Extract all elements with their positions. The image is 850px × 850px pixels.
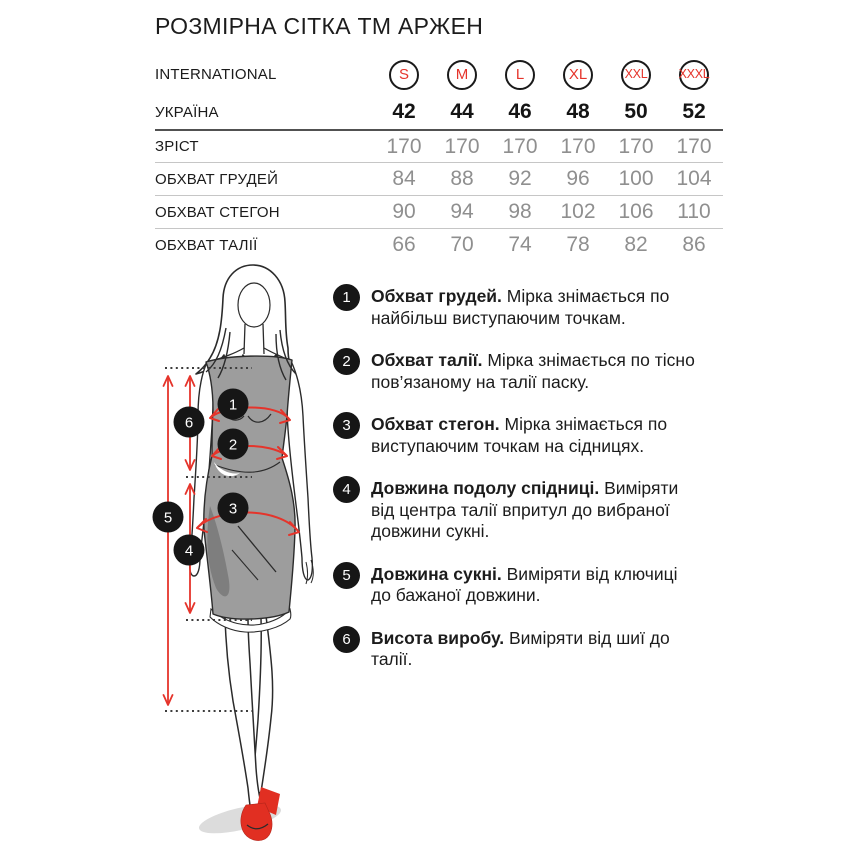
waist-value: 74: [508, 233, 532, 256]
waist-value: 70: [450, 233, 474, 256]
legend-text: [371, 628, 701, 671]
legend-term: Висота виробу.: [371, 627, 505, 648]
legend-item-2: [333, 350, 733, 393]
legend-text: [371, 414, 701, 457]
legend-text: [371, 564, 701, 607]
legend-item-6: [333, 628, 733, 671]
chest-value: 92: [508, 167, 532, 190]
chest-value: 96: [566, 167, 590, 190]
table-row-hips: [155, 195, 723, 228]
front-shoe: [241, 803, 272, 841]
hips-value: 98: [508, 200, 532, 223]
waist-value: 82: [624, 233, 648, 256]
row-label-hips: ОБХВАТ СТЕГОН: [155, 203, 280, 221]
legend-desc: Виміряти від центра талії впритул до вибраної довжини сукні.: [371, 478, 679, 541]
legend-term: Довжина подолу спідниці.: [371, 478, 600, 498]
waist-value: 78: [566, 233, 590, 256]
legend-desc: Виміряти від шиї до талії.: [371, 627, 670, 669]
measurement-figure: [140, 258, 340, 850]
table-row-chest: [155, 162, 723, 195]
legend-desc: Мірка знімається по виступаючим точкам на сідницях.: [371, 414, 668, 456]
legend-item-5: [333, 564, 733, 607]
face: [238, 283, 270, 327]
chest-value: 100: [618, 167, 654, 190]
legend-text: [371, 286, 701, 329]
row-label-waist: ОБХВАТ ТАЛІЇ: [155, 236, 258, 254]
waist-value: 66: [392, 233, 416, 256]
marker-1-label: 1: [228, 396, 238, 414]
marker-2-label: 2: [228, 436, 238, 454]
row-label-international: INTERNATIONAL: [155, 66, 277, 83]
size-badge-xl: XL: [563, 60, 593, 90]
size-badge-xxl: XXL: [621, 60, 651, 90]
legend-desc: Мірка знімається по найбільш виступаючим точкам.: [371, 286, 670, 328]
row-label-height: ЗРІСТ: [155, 138, 199, 155]
legend-text: [371, 350, 701, 393]
table-row-height: [155, 129, 723, 162]
legend-term: Обхват стегон.: [371, 414, 500, 434]
left-leg: [225, 616, 262, 812]
height-value: 170: [560, 134, 596, 158]
measurement-legend: [333, 286, 733, 671]
marker-3-label: 3: [228, 500, 238, 518]
legend-number-badge: 2: [333, 348, 360, 375]
size-badge-l: L: [505, 60, 535, 90]
size-table: [155, 54, 723, 261]
height-value: 170: [386, 134, 422, 158]
table-row-international: [155, 54, 723, 95]
hips-value: 90: [392, 200, 416, 223]
size-badge-m: M: [447, 60, 477, 90]
legend-term: Довжина сукні.: [371, 563, 502, 584]
page-title: РОЗМІРНА СІТКА ТМ АРЖЕН: [155, 13, 484, 39]
waist-value: 86: [682, 233, 706, 256]
marker-4-label: 4: [184, 542, 194, 560]
row-label-ukraine: УКРАЇНА: [155, 103, 219, 121]
chest-value: 88: [450, 167, 474, 190]
legend-number-badge: 3: [333, 412, 360, 439]
legend-number-badge: 6: [333, 626, 360, 653]
table-row-ukraine: [155, 95, 723, 129]
ua-size-value: 44: [450, 100, 474, 123]
marker-5-label: 5: [163, 509, 173, 527]
height-value: 170: [502, 134, 538, 158]
height-value: 170: [618, 134, 654, 158]
size-badge-s: S: [389, 60, 419, 90]
hips-value: 110: [677, 200, 711, 223]
height-value: 170: [444, 134, 480, 158]
height-value: 170: [676, 134, 712, 158]
legend-desc: Мірка знімається по тісно пов’язаному на талії паску.: [371, 350, 695, 392]
woman-sketch: [140, 258, 340, 850]
ua-size-value: 52: [682, 100, 706, 123]
ua-size-value: 46: [508, 100, 532, 123]
marker-6-label: 6: [184, 414, 194, 432]
legend-desc: Виміряти від ключиці до бажаної довжини.: [371, 563, 678, 605]
ua-size-value: 50: [624, 100, 648, 123]
legend-number-badge: 1: [333, 284, 360, 311]
legend-item-4: [333, 478, 733, 543]
legend-term: Обхват талії.: [371, 350, 483, 370]
hips-value: 94: [450, 200, 474, 223]
legend-term: Обхват грудей.: [371, 286, 502, 306]
hips-value: 106: [618, 200, 654, 223]
ua-size-value: 48: [566, 100, 590, 123]
legend-number-badge: 5: [333, 562, 360, 589]
row-label-chest: ОБХВАТ ГРУДЕЙ: [155, 170, 279, 188]
ua-size-value: 42: [392, 100, 416, 123]
hips-value: 102: [560, 200, 596, 223]
legend-number-badge: 4: [333, 476, 360, 503]
chest-value: 84: [392, 167, 416, 190]
size-badge-xxxl: XXXL: [679, 60, 709, 90]
legend-item-1: [333, 286, 733, 329]
legend-text: [371, 478, 701, 543]
chest-value: 104: [676, 167, 712, 190]
legend-item-3: [333, 414, 733, 457]
table-row-waist: [155, 228, 723, 261]
